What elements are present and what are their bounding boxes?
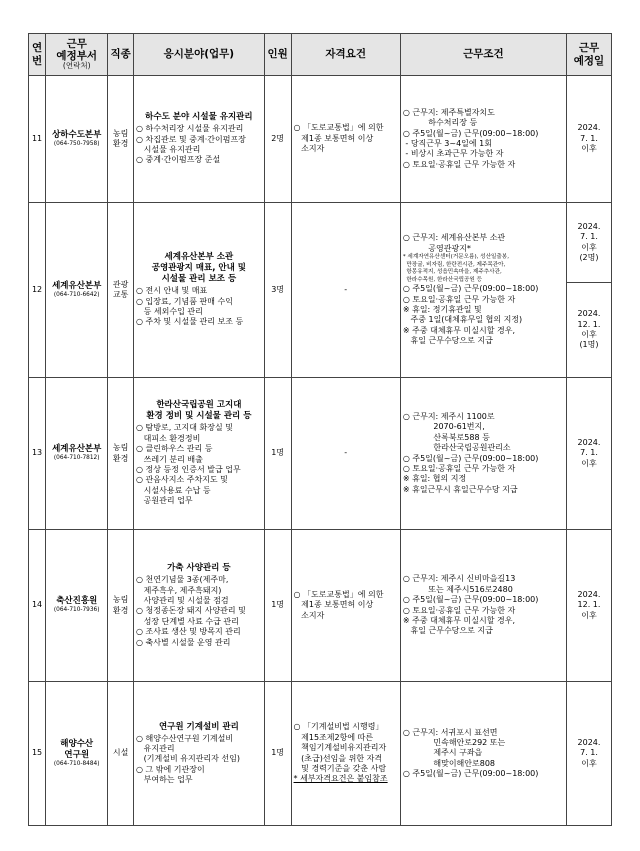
header-cond: 근무조건: [400, 34, 566, 76]
header-row: [29, 34, 612, 76]
field-cell: [134, 530, 265, 682]
dept-name: 세계유산본부: [52, 280, 102, 291]
cond-note: * 세계자연유산센터(거문오름), 성산일출봉, 만장굴, 비자림, 한란전시관, 제주목관아, 항몽유적지, 성읍민속마을, 제주추사관, 한라수목원, 한라산국립공원 등: [402, 254, 509, 283]
field-title: 하수도 분야 시설물 유지관리: [145, 112, 253, 123]
field-line: ○ 주차 및 시설물 관리 보조 등: [136, 317, 244, 327]
job-type: 농림 환경: [108, 530, 134, 682]
field-line: ○ 해양수산연구원 기계설비 유지관리 (기계설비 유지관리자 선임): [136, 733, 240, 764]
dept-cell: [46, 682, 108, 826]
dept-name: 해양수산 연구원: [60, 738, 94, 760]
cond-line: ※ 주중 대체휴무 미실시할 경우, 휴일 근무수당으로 지급: [402, 615, 515, 636]
field-line: ○ 관음사지소 주차지도 및 시설사용료 수납 등 공원관리 업무: [136, 475, 228, 506]
cond-cell: [400, 203, 566, 378]
dept-cell: [46, 76, 108, 203]
dept-phone: (064-710-8484): [53, 760, 100, 767]
qual-cell: [291, 76, 400, 203]
cond-line: ※ 휴일: 협의 지정: [402, 474, 467, 484]
field-line: ○ 조사료 생산 및 방목지 관리: [136, 627, 241, 637]
row-number: 15: [29, 682, 46, 826]
qual-cell: [291, 378, 400, 530]
header-field: 응시분야(업무): [134, 34, 265, 76]
cond-line: ○ 주5일(월~금) 근무(09:00~18:00): [402, 284, 539, 294]
field-line: ○ 차집관로 및 중계·간이펌프장 시설물 유지관리: [136, 134, 246, 155]
start-date: 2024. 7. 1. 이후: [566, 378, 611, 530]
cond-cell: [400, 76, 566, 203]
cond-line: ○ 근무지: 제주시 신비마을길13 또는 제주시516로2480: [402, 574, 516, 594]
cond-line: - 비상시 초과근무 가능한 자: [402, 149, 504, 159]
field-title: 한라산국립공원 고지대 환경 정비 및 시설물 관리 등: [146, 400, 252, 422]
cond-line: ○ 토요일·공휴일 근무 가능한 자: [402, 605, 516, 615]
qual-line: ○ 「도로교통법」에 의한 제1종 보통면허 이상 소지자: [293, 589, 384, 620]
field-line: ○ 중계·간이펌프장 준설: [136, 155, 221, 165]
cond-line: ○ 근무지: 제주시 1100로 2070-61번지, 산록북로588 등 한라산국립공원관리소: [402, 411, 511, 453]
qual-line: ○ 「기계설비법 시행령」 제15조제2항에 따른 책임기계설비유지관리자 (초급)선임을 위한 자격 및 경력기준을 갖춘 사람: [293, 722, 387, 773]
field-cell: [134, 76, 265, 203]
qual-cell: [291, 682, 400, 826]
table-row: [29, 378, 612, 530]
header-dept: 근무 예정부서 (연락처): [46, 34, 108, 76]
dept-cell: [46, 530, 108, 682]
cond-line: ○ 근무지: 세계유산본부 소관 공영관광지*: [402, 233, 506, 253]
dept-name: 축산진흥원: [56, 596, 98, 607]
qual-line: -: [344, 448, 348, 458]
job-type: 농림 환경: [108, 378, 134, 530]
dept-phone: (064-750-7958): [53, 140, 100, 147]
header-job-type: 직종: [108, 34, 134, 76]
field-cell: [134, 378, 265, 530]
header-no: 연번: [29, 34, 46, 76]
cond-line: ※ 휴일: 정기휴관일 및 주중 1일(대체휴무일 협의 지정): [402, 305, 523, 325]
cond-cell: [400, 378, 566, 530]
field-title: 가축 사양관리 등: [167, 563, 231, 574]
field-line: ○ 클린하우스 관리 등 쓰레기 분리 배출: [136, 444, 213, 464]
start-date: 2024. 12. 1. 이후: [566, 530, 611, 682]
row-number: 13: [29, 378, 46, 530]
cond-line: ※ 휴일근무시 휴일근무수당 지급: [402, 484, 518, 494]
dept-name: 상하수도본부: [52, 129, 102, 140]
header-qual: 자격요건: [291, 34, 400, 76]
cond-line: ○ 주5일(월~금) 근무(09:00~18:00): [402, 595, 539, 605]
qual-line: ○ 「도로교통법」에 의한 제1종 보통면허 이상 소지자: [293, 123, 384, 154]
start-date: 2024. 7. 1. 이후: [566, 76, 611, 203]
field-line: ○ 탐방로, 고지대 화장실 및 대피소 환경정비: [136, 423, 233, 443]
head-count: 3명: [264, 203, 291, 378]
cond-line: ○ 토요일·공휴일 근무 가능한 자: [402, 294, 516, 304]
cond-line: ○ 토요일·공휴일 근무 가능한 자: [402, 463, 516, 473]
qual-line: -: [344, 284, 348, 294]
dept-phone: (064-710-7812): [53, 455, 100, 462]
field-line: ○ 하수처리장 시설물 유지관리: [136, 124, 244, 134]
field-title: 연구원 기계설비 관리: [158, 721, 239, 732]
dept-cell: [46, 203, 108, 378]
cond-line: ○ 주5일(월~금) 근무(09:00~18:00): [402, 769, 539, 779]
cond-line: ○ 주5일(월~금) 근무(09:00~18:00): [402, 128, 539, 138]
field-line: ○ 축사별 시설물 운영 관리: [136, 637, 231, 647]
cond-line: ○ 근무지: 서귀포시 표선면 민속해안로292 또는 제주시 구좌읍 해맞이해안로808: [402, 727, 506, 768]
field-cell: [134, 682, 265, 826]
head-count: 1명: [264, 682, 291, 826]
cond-line: - 당직근무 3~4일에 1회: [402, 139, 492, 148]
head-count: 1명: [264, 530, 291, 682]
field-line: ○ 청정종돈장 돼지 사양관리 및 성장 단계별 사료 수급 관리: [136, 606, 246, 626]
head-count: 2명: [264, 76, 291, 203]
dept-name: 세계유산본부: [52, 444, 102, 455]
qual-cell: [291, 203, 400, 378]
field-line: ○ 정상 등정 인증서 발급 업무: [136, 465, 241, 475]
field-line: ○ 천연기념물 3종(제주마, 제주흑우, 제주흑돼지) 사양관리 및 시설물 점검: [136, 575, 229, 605]
table-row: [29, 682, 612, 826]
row-number: 14: [29, 530, 46, 682]
cond-line: ○ 근무지: 제주특별자치도 하수처리장 등: [402, 107, 495, 128]
header-start: 근무 예정일: [566, 34, 611, 76]
job-type: 농림 환경: [108, 76, 134, 203]
field-cell: [134, 203, 265, 378]
start-date: 2024. 7. 1. 이후: [566, 682, 611, 826]
recruitment-table: [28, 33, 612, 826]
table-row: [29, 76, 612, 203]
dept-phone: (064-710-6642): [53, 291, 100, 298]
cond-line: ○ 토요일·공휴일 근무 가능한 자: [402, 159, 516, 169]
start-date: 2024. 7. 1. 이후 (2명): [566, 203, 611, 283]
cond-line: ○ 주5일(월~금) 근무(09:00~18:00): [402, 453, 539, 463]
field-line: ○ 전시 안내 및 매표: [136, 286, 208, 296]
cond-cell: [400, 682, 566, 826]
cond-cell: [400, 530, 566, 682]
head-count: 1명: [264, 378, 291, 530]
cond-line: ※ 주중 대체휴무 미실시할 경우, 휴일 근무수당으로 지급: [402, 325, 515, 346]
table-row: [29, 203, 612, 283]
field-line: ○ 그 밖에 기관장이 부여하는 업무: [136, 764, 205, 785]
header-count: 인원: [264, 34, 291, 76]
field-line: ○ 입장료, 기념품 판매 수익 등 세외수입 관리: [136, 296, 233, 317]
start-date: 2024. 12. 1. 이후 (1명): [566, 283, 611, 378]
job-type: 시설: [108, 682, 134, 826]
qual-note: * 세부자격요건은 붙임참조: [293, 774, 388, 784]
job-type: 관광 교통: [108, 203, 134, 378]
row-number: 12: [29, 203, 46, 378]
table-row: [29, 530, 612, 682]
dept-cell: [46, 378, 108, 530]
dept-phone: (064-710-7936): [53, 607, 100, 614]
row-number: 11: [29, 76, 46, 203]
qual-cell: [291, 530, 400, 682]
field-title: 세계유산본부 소관 공영관광지 매표, 안내 및 시설물 관리 보조 등: [151, 252, 246, 285]
